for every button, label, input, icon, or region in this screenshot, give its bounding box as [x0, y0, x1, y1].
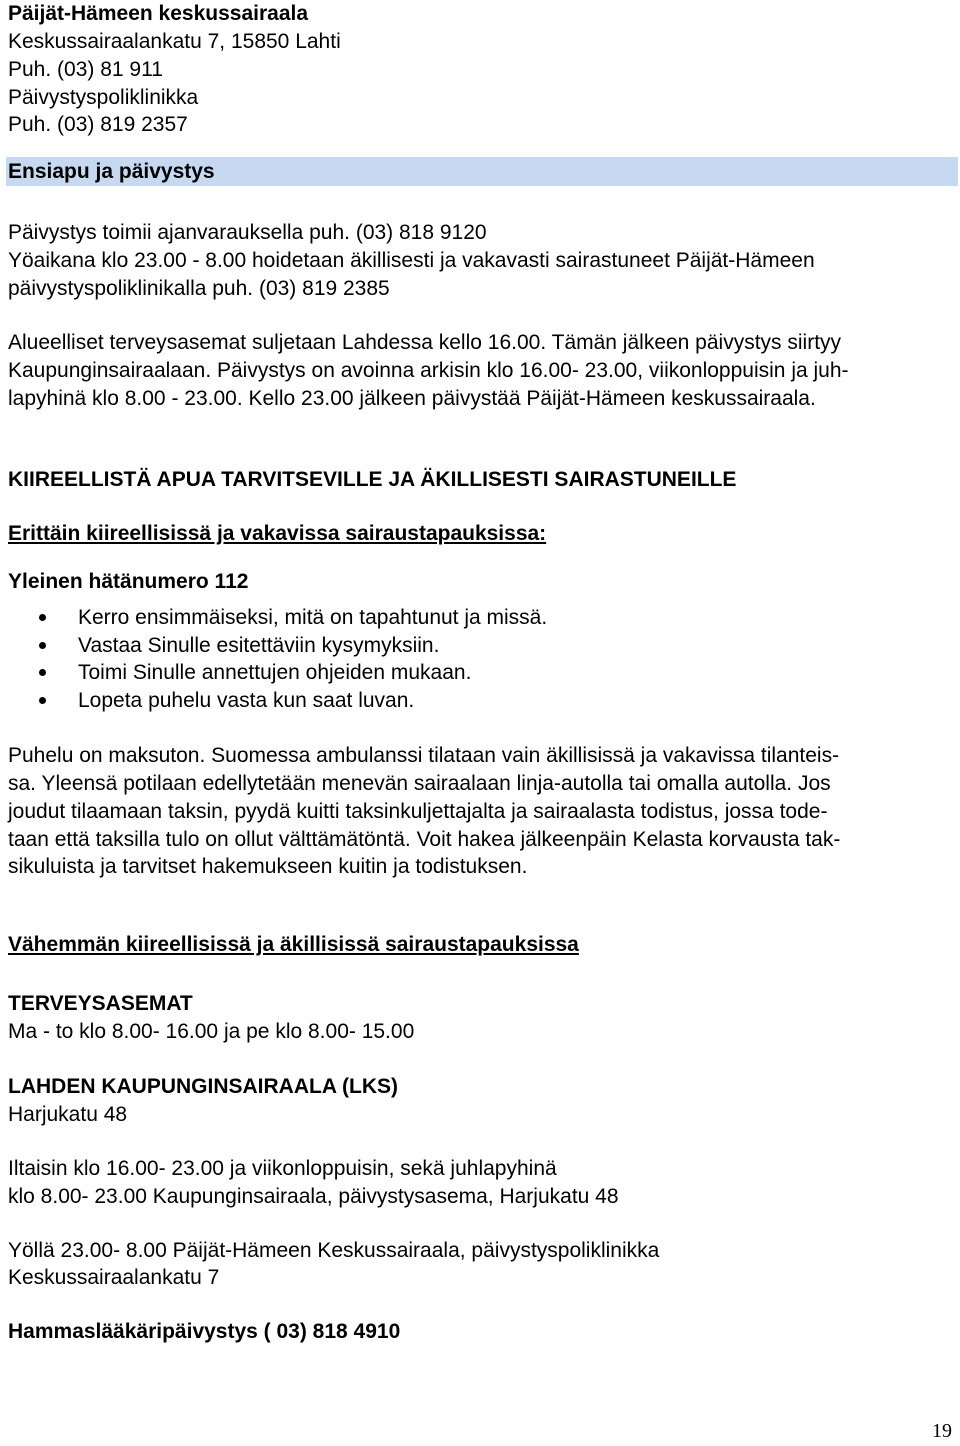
ensiapu-para2-line-2: Kaupunginsairaalaan. Päivystys on avoinna arkisin klo 16.00- 23.00, viikonloppuisin ja juh-: [8, 359, 849, 382]
kiireellista-para-line-2: sa. Yleensä potilaan edellytetään menevän sairaalaan linja-autolla tai omalla autolla. Jos: [8, 772, 831, 795]
kiireellista-para-line-1: Puhelu on maksuton. Suomessa ambulanssi tilataan vain äkillisissä ja vakavissa tilanteis-: [8, 744, 840, 767]
hospital-name: Päijät-Hämeen keskussairaala: [8, 2, 309, 25]
kiireellista-subheading: Erittäin kiireellisissä ja vakavissa sairaustapauksissa:: [8, 522, 547, 545]
hospital-address: Keskussairaalankatu 7, 15850 Lahti: [8, 30, 341, 53]
emergency-number: Yleinen hätänumero 112: [8, 570, 249, 593]
evening-line-1: Iltaisin klo 16.00- 23.00 ja viikonloppuisin, sekä juhlapyhinä: [8, 1157, 557, 1180]
hospital-phone: Puh. (03) 81 911: [8, 58, 163, 81]
evening-line-2: klo 8.00- 23.00 Kaupunginsairaala, päivystysasema, Harjukatu 48: [8, 1185, 619, 1208]
night-line-2: Keskussairaalankatu 7: [8, 1266, 220, 1289]
list-item: Toimi Sinulle annettujen ohjeiden mukaan.: [8, 659, 954, 687]
kiireellista-para-line-5: sikuluista ja tarvitset hakemukseen kuitin ja todistuksen.: [8, 855, 528, 878]
kiireellista-para-line-4: taan että taksilla tulo on ollut välttämätöntä. Voit hakea jälkeenpäin Kelasta korvausta tak-: [8, 828, 841, 851]
bullet-icon: [39, 669, 46, 676]
terveysasemat-title: TERVEYSASEMAT: [8, 992, 193, 1015]
list-item: Kerro ensimmäiseksi, mitä on tapahtunut ja missä.: [8, 604, 954, 632]
clinic-name: Päivystyspoliklinikka: [8, 86, 199, 109]
emergency-instructions-list: [8, 604, 954, 714]
ensiapu-para2-line-1: Alueelliset terveysasemat suljetaan Lahdessa kello 16.00. Tämän jälkeen päivystys siirtyy: [8, 331, 842, 354]
lks-address: Harjukatu 48: [8, 1103, 128, 1126]
section-heading-ensiapu: Ensiapu ja päivystys: [6, 157, 958, 186]
clinic-phone: Puh. (03) 819 2357: [8, 113, 188, 136]
dental-emergency: Hammaslääkäripäivystys ( 03) 818 4910: [8, 1320, 401, 1343]
vahemman-heading: Vähemmän kiireellisissä ja äkillisissä sairaustapauksissa: [8, 933, 579, 956]
kiireellista-para-line-3: joudut tilaamaan taksin, pyydä kuitti taksinkuljettajalta ja sairaalasta todistus, jossa tode-: [8, 800, 828, 823]
kiireellista-heading: KIIREELLISTÄ APUA TARVITSEVILLE JA ÄKILLISESTI SAIRASTUNEILLE: [8, 468, 737, 491]
ensiapu-line-2: Yöaikana klo 23.00 - 8.00 hoidetaan äkillisesti ja vakavasti sairastuneet Päijät-Hämeen: [8, 249, 815, 272]
ensiapu-line-3: päivystyspoliklinikalla puh. (03) 819 2385: [8, 277, 390, 300]
ensiapu-line-1: Päivystys toimii ajanvarauksella puh. (03) 818 9120: [8, 221, 487, 244]
terveysasemat-hours: Ma - to klo 8.00- 16.00 ja pe klo 8.00- 15.00: [8, 1020, 415, 1043]
list-item: Vastaa Sinulle esitettäviin kysymyksiin.: [8, 632, 954, 660]
bullet-icon: [39, 697, 46, 704]
night-line-1: Yöllä 23.00- 8.00 Päijät-Hämeen Keskussairaala, päivystyspoliklinikka: [8, 1239, 660, 1262]
bullet-icon: [39, 614, 46, 621]
page-number: 19: [932, 1420, 952, 1442]
bullet-icon: [39, 642, 46, 649]
ensiapu-para2-line-3: lapyhinä klo 8.00 - 23.00. Kello 23.00 jälkeen päivystää Päijät-Hämeen keskussairaala.: [8, 387, 816, 410]
list-item: Lopeta puhelu vasta kun saat luvan.: [8, 687, 954, 715]
lks-title: LAHDEN KAUPUNGINSAIRAALA (LKS): [8, 1075, 399, 1098]
